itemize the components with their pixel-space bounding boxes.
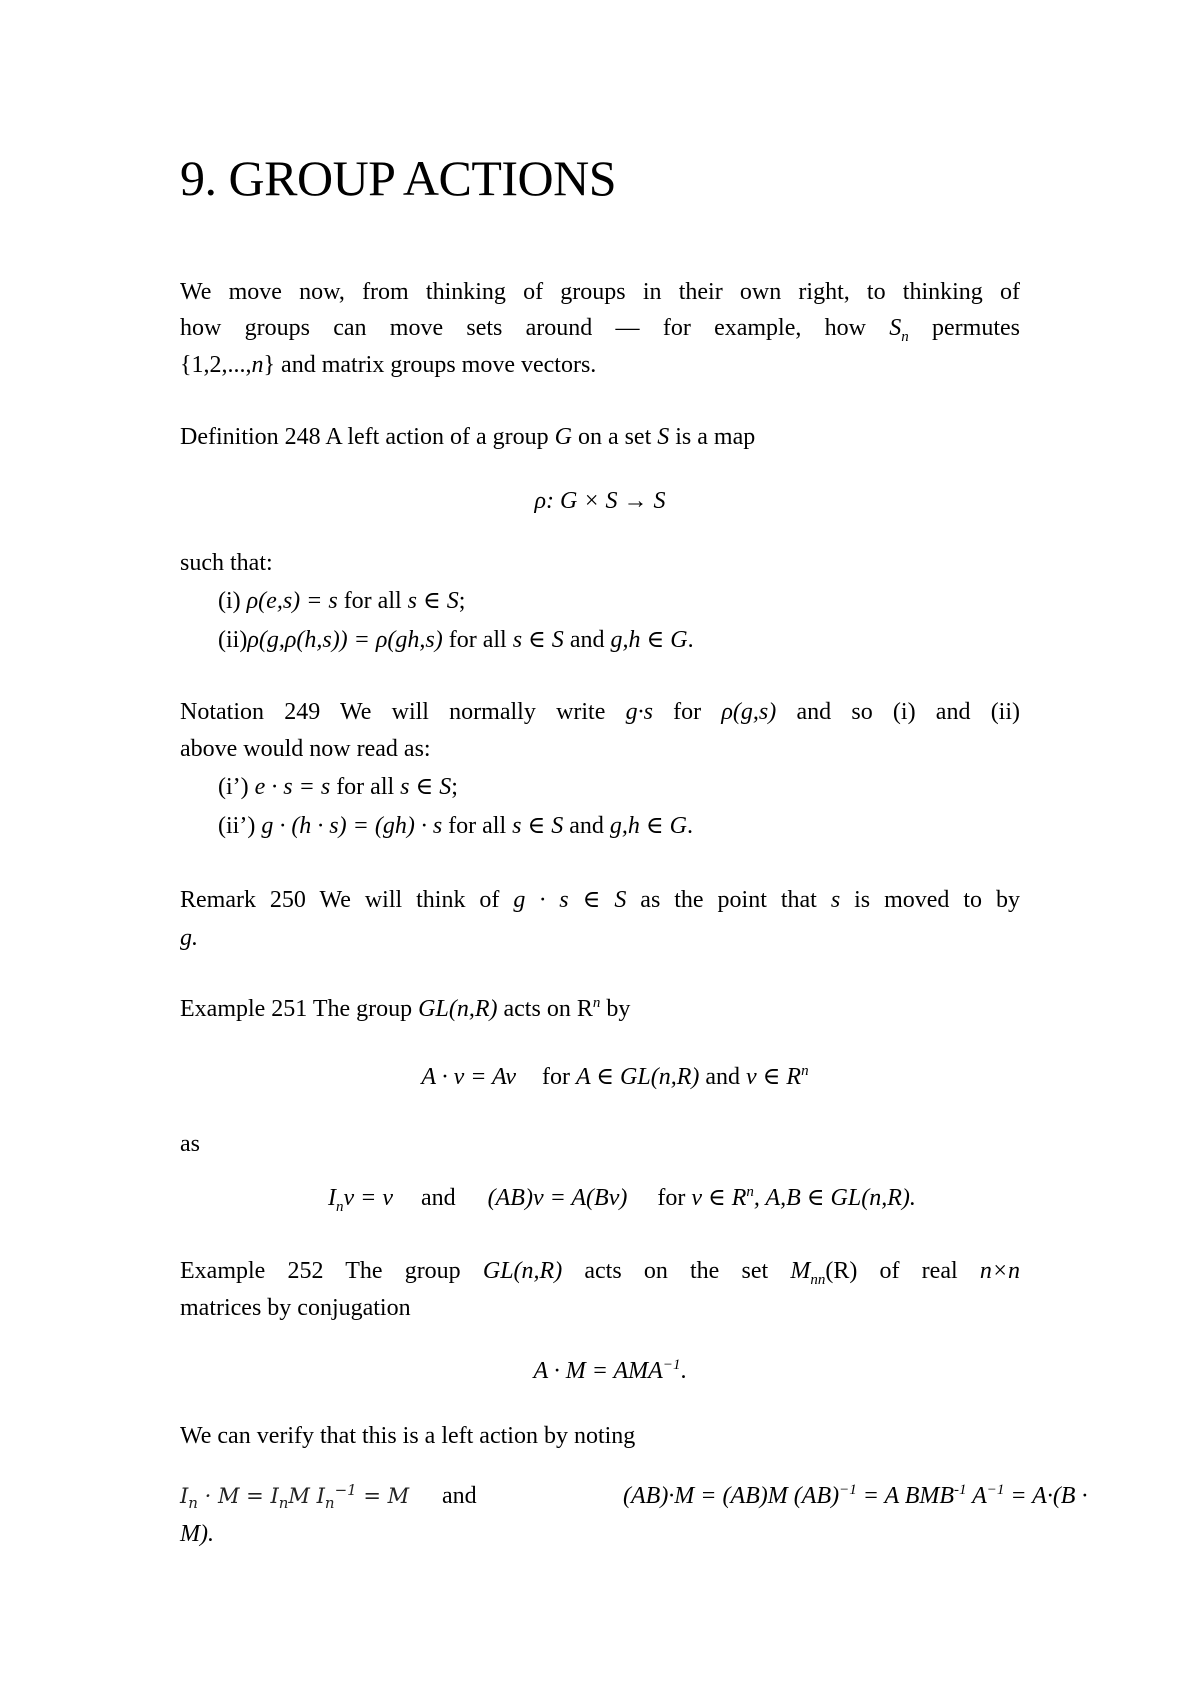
example-251-display-c: A ∈ GL(n,R) [576,1064,700,1090]
symmetric-group-subscript: n [901,328,909,345]
identity-I: I [328,1185,336,1211]
example-252-text-2: matrices by conjugation [180,1295,411,1321]
axiom-ii [218,622,694,659]
axiom-i-prime [218,769,458,806]
verify-right-d: = A·(B · [1004,1483,1088,1509]
verify-right-sup2: -1 [954,1482,967,1498]
remark-250-line-2 [180,920,198,957]
axiom-ii-prime-formula-3: g,h ∈ G [609,813,688,839]
axiom-ii-text: for all [442,627,513,653]
example-251-vector-sup: n [746,1184,754,1200]
intro-text-2a: how groups can move sets around — for example, how [180,315,890,341]
example-251-as [180,1126,200,1163]
verify-left-I: I [180,1484,189,1508]
notation-rho: ρ(g,s) [721,699,777,725]
verify-right-c: A [966,1483,987,1509]
definition-248-end: is a map [669,424,756,450]
definition-248-mid: on a set [571,424,658,450]
verify-right-sup1: −1 [839,1482,857,1498]
section-title: 9. GROUP ACTIONS [180,150,617,206]
notation-249-text-2: above would now read as: [180,736,431,762]
definition-248-lead: Definition 248 A left action of a group [180,424,555,450]
symmetric-group-symbol: S [889,315,902,341]
remark-250-s: s [830,887,841,913]
math-G: G [554,424,572,450]
notation-249-text-c: and so (i) and (ii) [776,699,1021,725]
remark-250-line-1 [180,882,1020,919]
verify-and-text: and [442,1483,477,1509]
remark-250-text-c: is moved to by [840,887,1021,913]
verify-line [180,1418,635,1455]
intro-text-1: We move now, from thinking of groups in their own right, to thinking of [180,279,1020,305]
verify-right-a: (AB)·M = (AB)M (AB) [623,1483,840,1509]
remark-250-text-a: Remark 250 We will think of [180,887,514,913]
example-251-for: for [657,1185,692,1211]
example-251-text-b: acts on R [497,996,593,1022]
axiom-ii-prime [218,808,693,845]
example-251-as-text: as [180,1131,200,1157]
verify-right [623,1478,1087,1515]
axiom-ii-formula: ρ(g,ρ(h,s)) = ρ(gh,s) [247,627,443,653]
axiom-i-prime-label: (i’) [218,774,255,800]
remark-250-g: g. [180,925,198,951]
verify-left-sup3: −1 [334,1481,357,1499]
axiom-i-prime-end: ; [451,774,458,800]
verify-left [180,1478,409,1515]
verify-left-c: M I [288,1484,325,1508]
example-251-and: and [421,1185,456,1211]
axiom-i-text: for all [337,588,408,614]
conjugation-formula: A · M = AMA [533,1358,663,1384]
notation-249-text-a: Notation 249 We will normally write [180,699,626,725]
example-251-display-a: A · v = Av [421,1064,517,1090]
example-251-display-d: and [699,1064,747,1090]
axiom-i-prime-formula: e · s = s [254,774,331,800]
example-251-GL: GL(n,R) [418,996,498,1022]
intro-line-1 [180,274,1020,311]
axiom-i-prime-text: for all [330,774,401,800]
example-251-display [180,1059,1020,1096]
verify-text: We can verify that this is a left action by noting [180,1423,636,1449]
example-252-M-sub: nn [810,1271,826,1288]
example-251-display-sup: n [801,1063,809,1079]
example-252-GL: GL(n,R) [482,1258,563,1284]
axiom-ii-prime-formula-2: s ∈ S [512,813,564,839]
verify-left-b: · M = I [197,1484,279,1508]
such-that-text: such that: [180,550,273,576]
axiom-ii-prime-label: (ii’) [218,813,262,839]
verify-right-sup3: −1 [986,1482,1005,1498]
example-252-text-c: (R) of real [825,1258,980,1284]
verify-left-sub3: n [324,1494,335,1513]
intro-text-3b: } and matrix groups move vectors. [263,352,597,378]
example-251-line-1 [180,991,630,1028]
notation-gs: g·s [625,699,653,725]
action-map-formula: ρ: G × S → S [534,488,666,514]
verify-left-d: = M [356,1484,410,1508]
definition-248-display [180,483,1020,520]
example-251-text-a: Example 251 The group [180,996,419,1022]
intro-text-3a: {1,2,..., [180,352,252,378]
verify-and [442,1478,477,1515]
math-S: S [657,424,670,450]
axiom-ii-prime-formula: g · (h · s) = (gh) · s [261,813,443,839]
verify-left-formula [180,1481,410,1513]
verify-line-2-text: M). [180,1521,214,1547]
verify-right-b: = A BMB [856,1483,955,1509]
notation-249-line-1 [180,694,1020,731]
example-252-nxn: n×n [979,1258,1021,1284]
identity-formula: v = v [343,1185,393,1211]
composition-formula: (AB)v = A(Bv) [487,1185,628,1211]
notation-249-line-2 [180,731,431,768]
axiom-ii-prime-and: and [563,813,610,839]
remark-250-text-b: as the point that [626,887,831,913]
example-252-line-2 [180,1290,411,1327]
verify-line-2 [180,1516,214,1553]
example-251-axioms [328,1180,916,1217]
intro-line-2 [180,310,1020,347]
document-page [180,0,1088,1698]
intro-text-3n: n [251,352,264,378]
conjugation-sup: −1 [662,1357,681,1373]
example-251-text-c: by [600,996,631,1022]
example-252-display [180,1353,1020,1390]
axiom-ii-formula-3: g,h ∈ G [610,627,688,653]
definition-248 [180,419,755,456]
such-that-label [180,545,273,582]
axiom-ii-prime-text: for all [442,813,513,839]
axiom-i [218,583,465,620]
example-251-display-e: v ∈ R [746,1064,802,1090]
remark-250-formula: g · s ∈ S [513,887,627,913]
axiom-i-formula: ρ(e,s) = s [246,588,338,614]
example-251-display-b: for [542,1064,577,1090]
axiom-i-label: (i) [218,588,247,614]
identity-sub: n [336,1198,344,1215]
example-252-text-b: acts on the set [562,1258,791,1284]
axiom-i-formula-2: s ∈ S [407,588,459,614]
axiom-ii-and: and [563,627,611,653]
verify-left-sub: n [188,1494,198,1513]
example-252-text-a: Example 252 The group [180,1258,483,1284]
example-251-matrices: , A,B ∈ GL(n,R). [753,1185,916,1211]
axiom-i-end: ; [458,588,466,614]
example-251-vector: v ∈ R [691,1185,747,1211]
conjugation-end: . [680,1358,687,1384]
verify-left-sub2: n [278,1494,289,1513]
example-251-sup-n: n [592,995,601,1011]
axiom-ii-label: (ii) [218,627,248,653]
intro-text-2b: permutes [908,315,1020,341]
example-252-M: M [790,1258,811,1284]
axiom-ii-formula-2: s ∈ S [512,627,564,653]
notation-249-text-b: for [652,699,722,725]
intro-line-3 [180,347,596,384]
axiom-i-prime-formula-2: s ∈ S [400,774,452,800]
example-252-line-1 [180,1253,1020,1290]
axiom-ii-end: . [687,627,694,653]
axiom-ii-prime-end: . [687,813,694,839]
